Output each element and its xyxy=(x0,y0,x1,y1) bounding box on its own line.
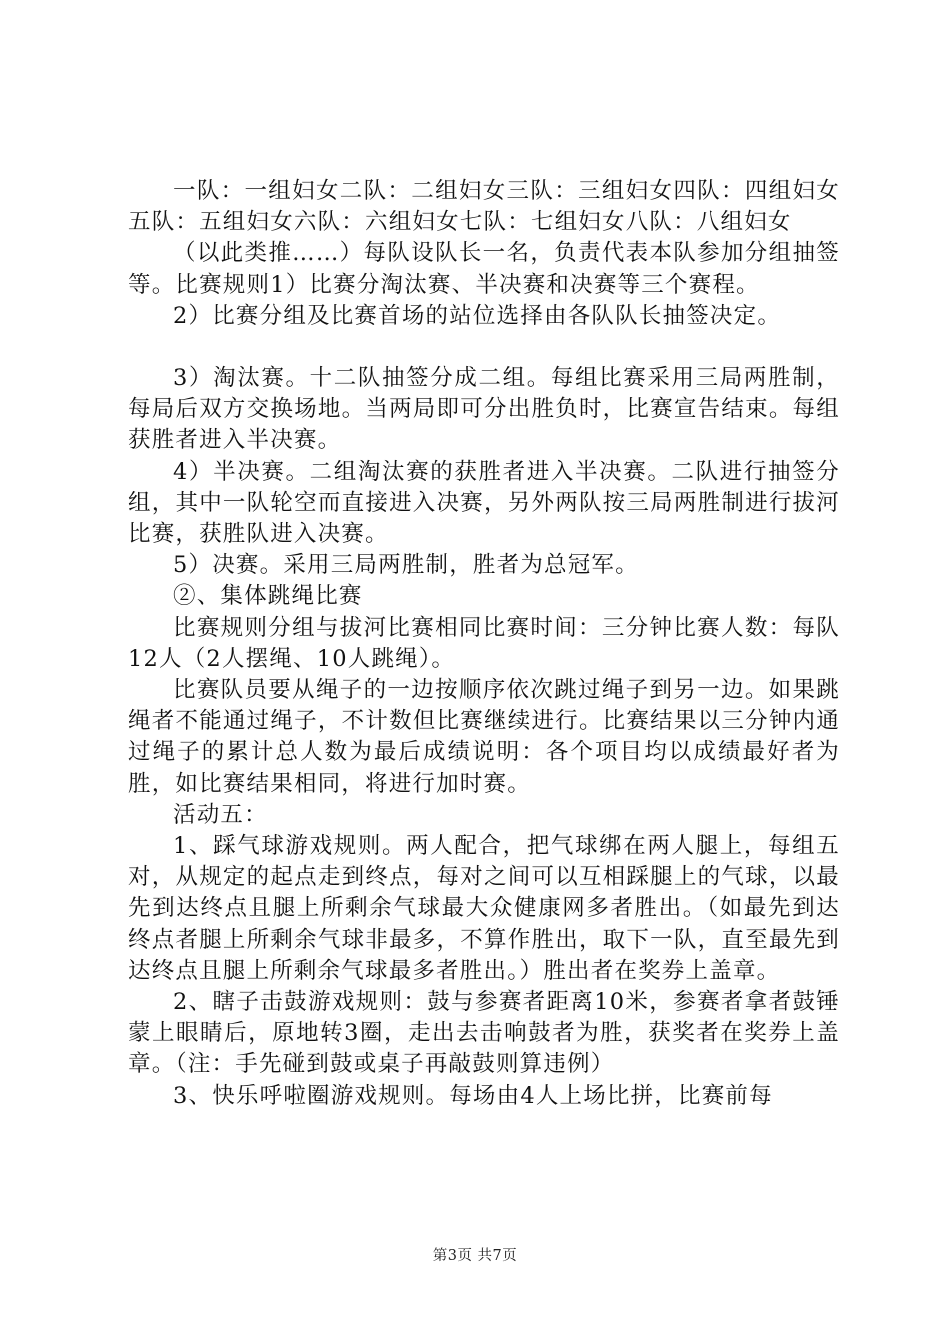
paragraph-rule-4: 4）半决赛。二组淘汰赛的获胜者进入半决赛。二队进行抽签分组，其中一队轮空而直接进入决赛，另外两队按三局两胜制进行拔河比赛，获胜队进入决赛。 xyxy=(128,458,840,548)
paragraph-rule-3: 3）淘汰赛。十二队抽签分成二组。每组比赛采用三局两胜制，每局后双方交换场地。当两局即可分出胜负时，比赛宣告结束。每组获胜者进入半决赛。 xyxy=(128,365,840,454)
document-body xyxy=(128,176,840,1112)
section-heading-jump-rope: ②、集体跳绳比赛 xyxy=(173,583,363,610)
paragraph-jump-rope-rules: 比赛规则分组与拔河比赛相同比赛时间：三分钟比赛人数：每队12人（2人摆绳、10人跳绳）。 xyxy=(128,614,840,672)
paragraph-hula-hoop-game: 3、快乐呼啦圈游戏规则。每场由4人上场比拼，比赛前每 xyxy=(173,1082,773,1109)
paragraph-rule-5: 5）决赛。采用三局两胜制，胜者为总冠军。 xyxy=(173,552,639,579)
paragraph-team-captain: （以此类推……）每队设队长一名，负责代表本队参加分组抽签等。比赛规则1）比赛分淘汰赛、半决赛和决赛等三个赛程。 xyxy=(128,240,840,298)
paragraph-balloon-game: 1、踩气球游戏规则。两人配合，把气球绑在两人腿上，每组五对，从规定的起点走到终点，每对之间可以互相踩腿上的气球，以最先到达终点且腿上所剩余气球最大众健康网多者胜出。（如最先到达终点者腿上所剩余气球非最多，不算作胜出，取下一队，直至最先到达终点且腿上所剩余气球最多者胜出。）胜出者在奖券上盖章。 xyxy=(128,833,840,984)
section-heading-activity-5: 活动五： xyxy=(173,801,268,828)
page-number: 第3页 共7页 xyxy=(432,1248,518,1264)
paragraph-rule-2: 2）比赛分组及比赛首场的站位选择由各队队长抽签决定。 xyxy=(173,302,782,329)
paragraph-blind-drum-game: 2、瞎子击鼓游戏规则：鼓与参赛者距离10米，参赛者拿者鼓锤蒙上眼睛后，原地转3圈，走出去击响鼓者为胜，获奖者在奖券上盖章。（注：手先碰到鼓或桌子再敲鼓则算违例） xyxy=(128,989,840,1078)
paragraph-team-list: 一队：一组妇女二队：二组妇女三队：三组妇女四队：四组妇女五队：五组妇女六队：六组妇女七队：七组妇女八队：八组妇女 xyxy=(128,178,840,236)
paragraph-jump-rope-details: 比赛队员要从绳子的一边按顺序依次跳过绳子到另一边。如果跳绳者不能通过绳子，不计数但比赛继续进行。比赛结果以三分钟内通过绳子的累计总人数为最后成绩说明：各个项目均以成绩最好者为胜，如比赛结果相同，将进行加时赛。 xyxy=(128,677,840,797)
